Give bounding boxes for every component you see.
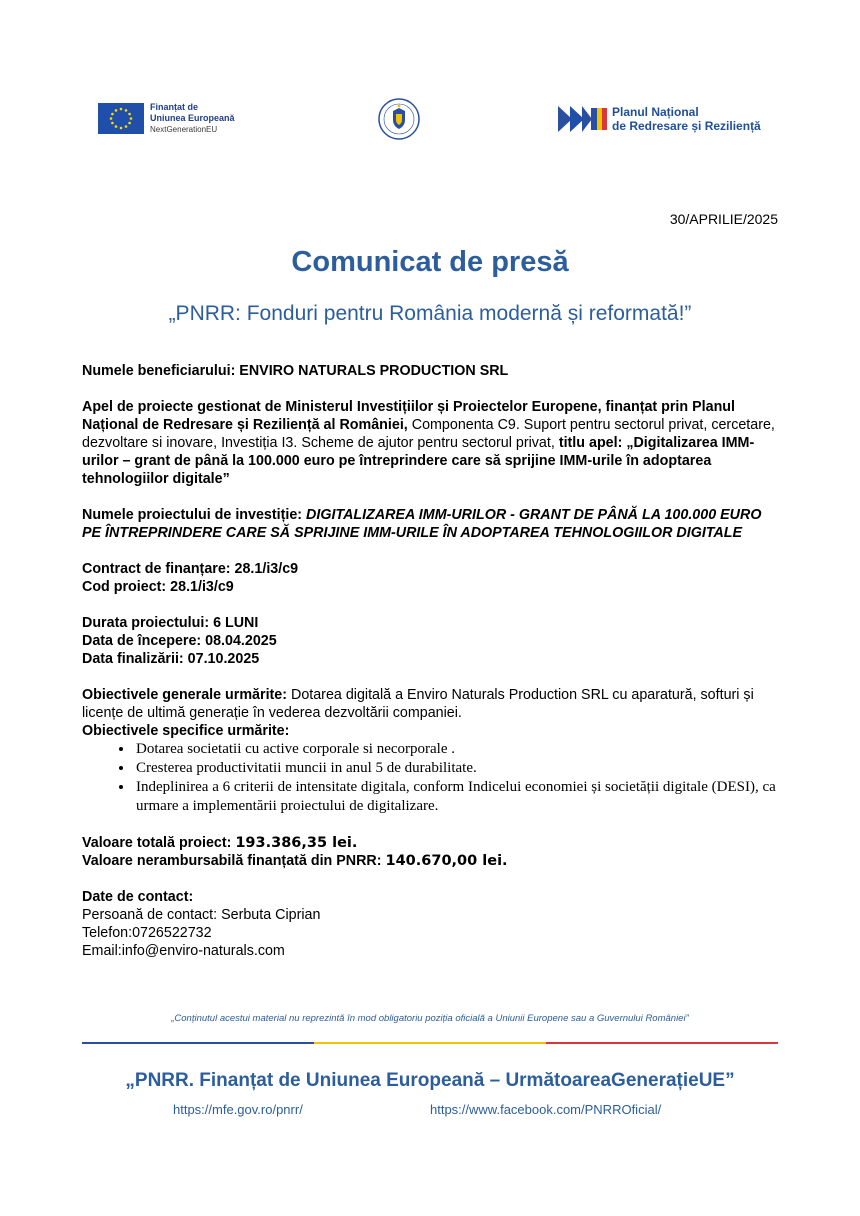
facebook-link[interactable]: https://www.facebook.com/PNRROficial/: [430, 1102, 662, 1117]
mfe-link[interactable]: https://mfe.gov.ro/pnrr/: [173, 1102, 303, 1117]
call-title-text: titlu apel: „Digitalizarea IMM-urilor – grant de până la 100.000 euro pe întreprindere care să sprijine IMM-urile în adoptarea tehnologiilor digitale”: [82, 435, 755, 487]
list-item: • Dotarea societatii cu active corporale si necorporale .: [134, 740, 782, 759]
end-date-line: Data finalizării: 07.10.2025: [82, 651, 260, 667]
call-bold-text: Apel de proiecte gestionat de Ministerul Investițiilor și Proiectelor Europene, finanțat prin Planul Național de Redresare și Reziliență al României,: [82, 399, 736, 433]
eu-line-2: Uniunea Europeană: [150, 113, 235, 123]
call-paragraph: [82, 398, 782, 488]
contact-phone: Telefon:0726522732: [82, 925, 212, 941]
eu-flag-icon: [98, 103, 144, 134]
press-release-body: [82, 362, 782, 960]
page-title: Comunicat de presă: [291, 246, 569, 278]
footer-tagline: „PNRR. Finanțat de Uniunea Europeană – UrmătoareaGenerațieUE”: [125, 1070, 735, 1091]
general-objectives-label: Obiectivele generale urmărite:: [82, 687, 288, 703]
guvernul-romaniei-seal-icon: [378, 98, 420, 140]
duration-line: Durata proiectului: 6 LUNI: [82, 615, 259, 631]
grant-value-label: Valoare nerambursabilă finanțată din PNRR:: [82, 853, 386, 869]
grant-value-amount: 140.670,00 lei.: [385, 853, 508, 869]
contact-heading: Date de contact:: [82, 889, 194, 905]
contact-email[interactable]: Email:info@enviro-naturals.com: [82, 943, 285, 959]
general-objectives-text: Dotarea digitală a Enviro Naturals Production SRL cu aparatură, softuri și licențe de ultimă generație în vederea dezvoltării companiei.: [82, 687, 754, 721]
total-value-amount: 193.386,35 lei.: [235, 835, 358, 851]
pnrr-logo-label: [612, 105, 761, 133]
total-value-label: Valoare totală proiect:: [82, 835, 236, 851]
beneficiary-line: Numele beneficiarului: ENVIRO NATURALS PRODUCTION SRL: [82, 363, 509, 379]
total-value-line: [82, 834, 782, 852]
grant-value-line: [82, 852, 782, 870]
disclaimer-text: „Conținutul acestui material nu reprezintă în mod obligatoriu poziția oficială a Uniunii Europene sau a Guvernului României”: [171, 1013, 689, 1024]
project-name-value: DIGITALIZAREA IMM-URILOR - GRANT DE PÂNĂ LA 100.000 EURO PE ÎNTREPRINDERE CARE SĂ SPRIJINE IMM-URILE ÎN ADOPTAREA TEHNOLOGIILOR DIGITALE: [82, 507, 762, 541]
list-item: • Cresterea productivitatii muncii in anul 5 de durabilitate.: [134, 759, 782, 778]
pnrr-line-2: de Redresare și Reziliență: [612, 119, 761, 133]
release-date: 30/APRILIE/2025: [669, 211, 778, 227]
project-name-label: Numele proiectului de investiție:: [82, 507, 307, 523]
list-item: • Indeplinirea a 6 criterii de intensitate digitala, conform Indicelui economiei și societății digitale (DESI), ca urmare a implementării proiectului de digitalizare.: [134, 778, 782, 816]
contact-person: Persoană de contact: Serbuta Ciprian: [82, 907, 321, 923]
page-subtitle: „PNRR: Fonduri pentru România modernă și reformată!”: [168, 302, 692, 325]
general-objectives-paragraph: [82, 686, 782, 722]
eu-funding-label: [150, 102, 235, 135]
specific-objectives-list: [82, 740, 782, 816]
tricolor-divider: [82, 1042, 778, 1044]
start-date-line: Data de începere: 08.04.2025: [82, 633, 277, 649]
project-name-paragraph: [82, 506, 782, 542]
contract-line: Contract de finanțare: 28.1/i3/c9: [82, 561, 299, 577]
eu-line-1: Finanțat de: [150, 102, 199, 112]
eu-line-3: NextGenerationEU: [150, 125, 218, 134]
call-normal-text: Componenta C9. Suport pentru sectorul privat, cercetare, dezvoltare si inovare, Investiția I3. Scheme de ajutor pentru sectorul privat,: [82, 417, 775, 451]
pnrr-line-1: Planul Național: [612, 105, 699, 119]
pnrr-arrows-icon: [558, 104, 608, 134]
specific-objectives-label: Obiectivele specifice urmărite:: [82, 723, 290, 739]
project-code-line: Cod proiect: 28.1/i3/c9: [82, 579, 234, 595]
